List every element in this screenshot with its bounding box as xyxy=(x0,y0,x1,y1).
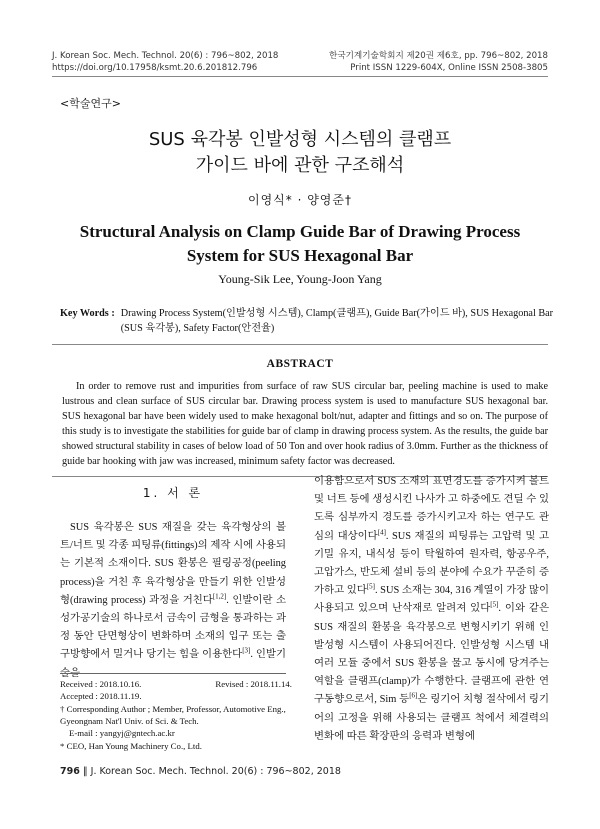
citation[interactable]: [5] xyxy=(366,582,375,591)
body-column-right xyxy=(314,473,549,746)
received-date: Received : 2018.10.16. xyxy=(60,679,142,689)
doi-link[interactable]: https://doi.org/10.17958/ksmt.20.6.201812.796 xyxy=(52,63,258,73)
body-text: 이용함으로서 SUS 소재의 표면경도를 증가시켜 볼트 및 너트 등에 생성시킨 나사가 고 하중에도 견딜 수 있도록 심부까지 경도를 증가시키고자 하는 연구도 관심의 대상이다 xyxy=(314,476,549,542)
authors-english: Young-Sik Lee, Young-Joon Yang xyxy=(218,272,382,286)
citation[interactable]: [3] xyxy=(242,646,251,655)
journal-citation-ko: 한국기계기술학회지 제20권 제6호, pp. 796~802, 2018 xyxy=(329,51,548,61)
authors-korean: 이영식* · 양영준† xyxy=(248,193,352,207)
title-korean-line2: 가이드 바에 관한 구조해석 xyxy=(195,155,405,176)
revised-date: Revised : 2018.11.14. xyxy=(215,679,292,689)
body-text: . 이와 같은 SUS 재질의 환봉을 육각봉으로 변형시키기 위해 인발성형 시스템이 사용되어진다. 인발성형 시스템 내 여러 모듈 중에서 SUS 환봉을 물고 동시에 당겨주는 역할을 클램프(clamp)가 수행한다. 클램프에 관한 연구동향으로서, Sim 등 xyxy=(314,603,549,706)
header-divider xyxy=(52,76,548,77)
keywords xyxy=(60,306,555,336)
corresponding-email[interactable]: E-mail : yangyj@gntech.ac.kr xyxy=(69,728,175,739)
citation[interactable]: [1,2] xyxy=(212,592,227,601)
issn-info: Print ISSN 1229-604X, Online ISSN 2508-3805 xyxy=(350,63,548,73)
title-english xyxy=(60,220,540,268)
article-category: <학술연구> xyxy=(60,97,121,110)
citation[interactable]: [5] xyxy=(490,600,499,609)
citation[interactable]: [4] xyxy=(377,528,386,537)
journal-header-left xyxy=(52,50,278,74)
body-text: . SUS 재질의 피팅류는 고압력 및 고기밀 유지, 내식성 등이 탁월하여 원자력, 항공우주, 고압가스, 반도체 설비 등의 분야에 수요가 꾸준히 증가하고 있다 xyxy=(314,530,549,597)
section-heading-introduction: 1. 서 론 xyxy=(142,486,204,500)
title-english-line1: Structural Analysis on Clamp Guide Bar of Drawing Process xyxy=(79,222,521,241)
journal-header-right xyxy=(329,50,548,74)
page-number: 796 xyxy=(60,766,80,777)
keywords-label: Key Words : xyxy=(60,308,115,319)
body-text: SUS 육각봉은 SUS 재질을 갖는 육각형상의 볼트/너트 및 각종 피팅류(fittings)의 제작 시에 사용되는 기본적 소재이다. SUS 환봉은 필링공정(peeling process)을 거친 후 육각형상을 만들기 위한 인발성형(drawing process) 과정을 거친다 xyxy=(60,522,286,606)
title-korean-line1: SUS 육각봉 인발성형 시스템의 클램프 xyxy=(148,129,452,150)
keywords-text: Drawing Process System(인발성형 시스템), Clamp(클램프), Guide Bar(가이드 바), SUS Hexagonal Bar (SUS 육각봉), Safety Factor(안전율) xyxy=(120,308,554,334)
abstract-title: ABSTRACT xyxy=(266,358,334,370)
body-text: . SUS 소재는 304, 316 계열이 가장 많이 사용되고 있으며 난삭재로 알려져 있다 xyxy=(314,585,549,615)
abstract-body: In order to remove rust and impurities from surface of raw SUS circular bar, peeling machine is used to make lustrous and clean surface of SUS circular bar. Drawing process system is used to manufacture SUS hexagonal bar. SUS hexagonal bar have been widely used to make hexagonal bolt/nut, adapter and fittings and so on. The purpose of this study is to investigate the stabilities for guide bar of clamp in drawing process system. As the results, the guide bar showed structural stability in cases of below load of 50 Ton and over hook radius of 3.0mm. Further as the thickness of guide bar hooking with jaw was increased, minimum safety factor was decreased. xyxy=(62,381,548,468)
body-column-left xyxy=(60,519,286,683)
footnote-divider xyxy=(60,673,286,674)
body-text: . 인발이란 소성가공기술의 하나로서 금속이 금형을 통과하는 과정 동안 단면형상이 변화하며 소재의 입구 또는 출구방향에서 밀거나 당기는 힘을 이용한다 xyxy=(60,594,286,661)
corresponding-author: † Corresponding Author ; Member, Professor, Automotive Eng., Gyeongnam Nat'l Univ. of Sci. & Tech. xyxy=(60,704,286,727)
accepted-date: Accepted : 2018.11.19. xyxy=(60,691,142,702)
journal-citation: J. Korean Soc. Mech. Technol. 20(6) : 796~802, 2018 xyxy=(52,51,279,61)
footer-citation: ‖ J. Korean Soc. Mech. Technol. 20(6) : 796~802, 2018 xyxy=(82,766,341,777)
body-text: . 인발기술을 xyxy=(60,649,286,679)
ceo-footnote: * CEO, Han Young Machinery Co., Ltd. xyxy=(60,740,202,751)
title-korean xyxy=(0,127,600,179)
title-english-line2: System for SUS Hexagonal Bar xyxy=(186,246,414,265)
abstract-divider-top xyxy=(52,344,548,345)
footnote-corresponding xyxy=(60,703,292,752)
citation[interactable]: [6] xyxy=(409,691,418,700)
footnote-dates xyxy=(60,678,292,702)
body-text: 은 링기어 치형 절삭에서 링기어의 고정을 위해 사용되는 클램프 척에서 체결력의 변화에 따른 확장판의 응력과 변형에 xyxy=(314,694,549,742)
page-footer xyxy=(60,766,341,777)
